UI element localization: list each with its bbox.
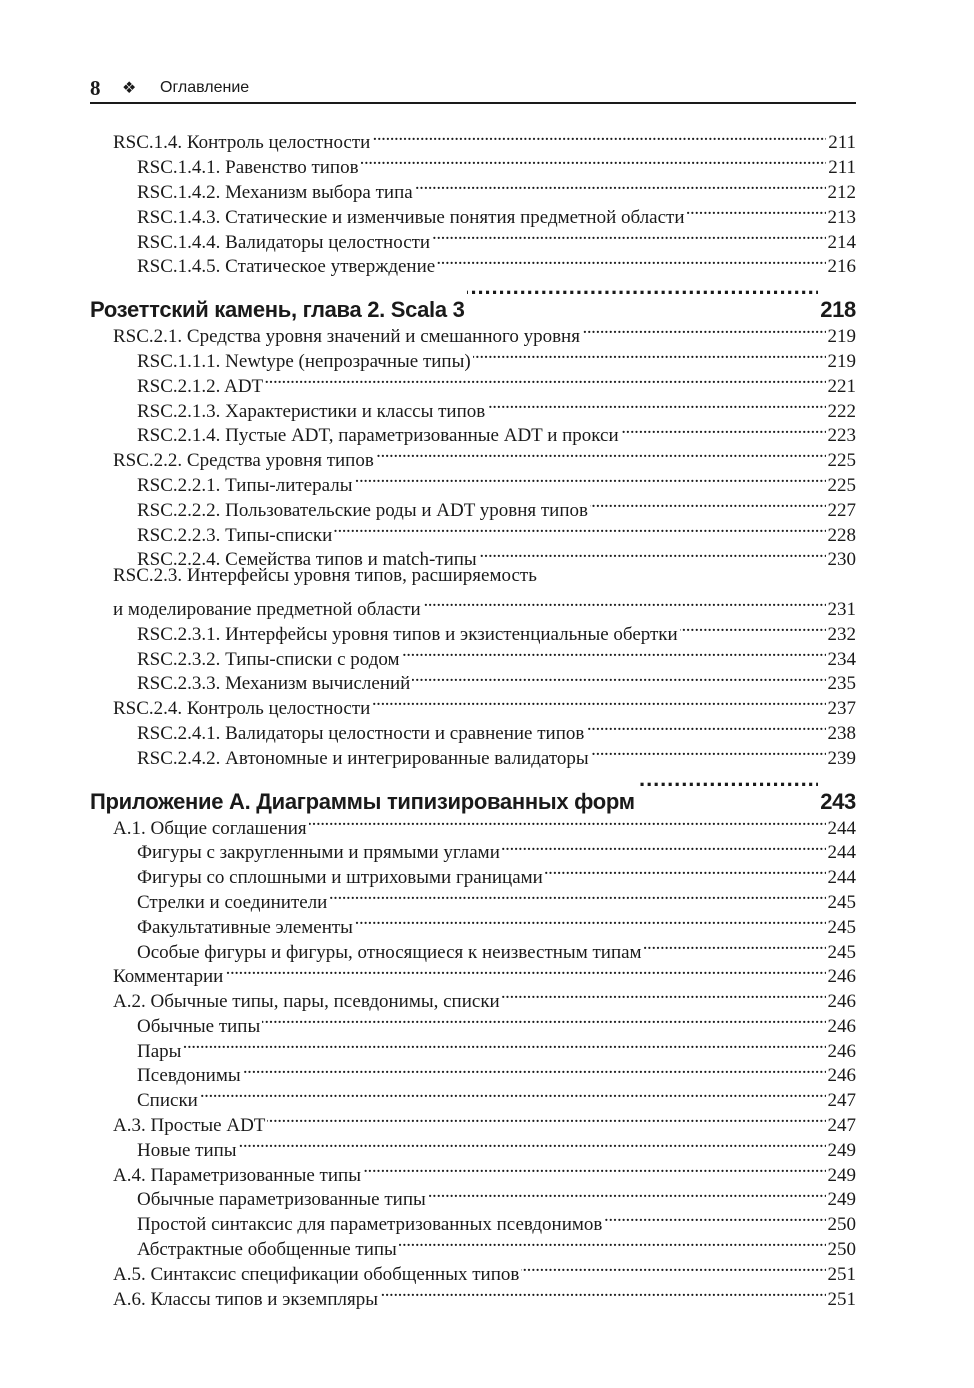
entry-page-number: 246: [827, 991, 856, 1013]
entry-title: и моделирование предметной области: [113, 598, 421, 620]
entry-title: RSC.1.4.3. Статические и изменчивые понятия предметной области: [137, 206, 685, 228]
dot-leader: [521, 1255, 825, 1280]
entry-title: RSC.2.2. Средства уровня типов: [113, 450, 374, 472]
entry-title: RSC.2.4. Контроль целостности: [113, 698, 371, 720]
dot-leader: [479, 541, 826, 566]
entry-title: RSC.1.4.2. Механизм выбора типа: [137, 181, 413, 203]
entry-title: RSC.1.1.1. Newtype (непрозрачные типы): [137, 350, 471, 372]
entry-page-number: 251: [827, 1263, 856, 1285]
dot-leader: [487, 392, 825, 417]
dot-leader: [428, 1181, 826, 1206]
entry-title: RSC.2.1.2. ADT: [137, 375, 264, 397]
dot-leader: [402, 640, 826, 665]
entry-title: RSC.2.3.3. Механизм вычислений: [137, 673, 411, 695]
dot-leader: [372, 124, 826, 149]
entry-page-number: 247: [827, 1115, 856, 1137]
entry-page-number: 219: [827, 350, 856, 372]
entry-page-number: 232: [827, 623, 856, 645]
entry-title: Факультативные элементы: [137, 916, 353, 938]
entry-page-number: 250: [827, 1214, 856, 1236]
dot-leader: [225, 958, 825, 983]
dot-leader: [363, 1156, 826, 1181]
dot-leader: [239, 1131, 826, 1156]
dot-leader: [680, 615, 826, 640]
ornament-icon: ❖: [122, 78, 137, 97]
entry-page-number: 247: [827, 1090, 856, 1112]
entry-page-number: 244: [827, 867, 856, 889]
entry-page-number: 216: [827, 256, 856, 278]
entry-page-number: 235: [827, 673, 856, 695]
dot-leader: [376, 441, 826, 466]
entry-page-number: 246: [827, 966, 856, 988]
entry-page-number: 227: [827, 499, 856, 521]
entry-title: Розеттский камень, глава 2. Scala 3: [90, 297, 465, 323]
entry-page-number: 218: [820, 297, 856, 323]
dot-leader: [415, 173, 826, 198]
entry-title: RSC.2.1. Средства уровня значений и смешанного уровня: [113, 326, 580, 348]
entry-title: RSC.2.3.1. Интерфейсы уровня типов и экзистенциальные обертки: [137, 623, 678, 645]
entry-page-number: 213: [827, 206, 856, 228]
entry-title: Новые типы: [137, 1139, 237, 1161]
entry-page-number: 249: [827, 1189, 856, 1211]
entry-page-number: 219: [827, 326, 856, 348]
entry-title: RSC.1.4.5. Статическое утверждение: [137, 256, 436, 278]
entry-page-number: 251: [827, 1288, 856, 1310]
entry-title: Псевдонимы: [137, 1065, 241, 1087]
toc-entry[interactable]: [90, 124, 856, 154]
dot-leader: [399, 1230, 826, 1255]
running-header: [90, 76, 856, 104]
entry-title: RSC.2.3.2. Типы-списки с родом: [137, 648, 400, 670]
dot-leader: [637, 766, 818, 809]
entry-page-number: 225: [827, 450, 856, 472]
dot-leader: [423, 590, 826, 615]
dot-leader: [467, 274, 819, 317]
entry-page-number: 223: [827, 425, 856, 447]
dot-leader: [361, 148, 827, 173]
dot-leader: [582, 317, 826, 342]
entry-page-number: 237: [827, 698, 856, 720]
entry-title: Списки: [137, 1090, 198, 1112]
entry-page-number: 225: [827, 474, 856, 496]
entry-page-number: 249: [827, 1139, 856, 1161]
toc-chapter[interactable]: [90, 272, 856, 323]
entry-page-number: 222: [827, 400, 856, 422]
entry-title: А.2. Обычные типы, пары, псевдонимы, списки: [113, 991, 500, 1013]
entry-page-number: 228: [827, 524, 856, 546]
entry-title: Обычные параметризованные типы: [137, 1189, 426, 1211]
dot-leader: [621, 417, 826, 442]
toc-entry[interactable]: [90, 1081, 856, 1112]
entry-title: RSC.1.4.4. Валидаторы целостности: [137, 231, 431, 253]
dot-leader: [243, 1057, 826, 1082]
entry-title: Обычные типы: [137, 1015, 261, 1037]
dot-leader: [262, 1007, 825, 1032]
dot-leader: [473, 342, 826, 367]
dot-leader: [380, 1280, 826, 1305]
dot-leader: [604, 1205, 825, 1230]
entry-title: А.3. Простые ADT: [113, 1115, 266, 1137]
entry-title: А.5. Синтаксис спецификации обобщенных типов: [113, 1263, 520, 1285]
entry-page-number: 234: [827, 648, 856, 670]
entry-page-number: 250: [827, 1239, 856, 1261]
entry-page-number: 239: [827, 747, 856, 769]
dot-leader: [354, 466, 825, 491]
entry-page-number: 221: [827, 375, 856, 397]
entry-title: Приложение А. Диаграммы типизированных форм: [90, 788, 635, 814]
running-title: Оглавление: [160, 79, 250, 96]
entry-page-number: 238: [827, 722, 856, 744]
entry-title: А.1. Общие соглашения: [113, 817, 307, 839]
dot-leader: [687, 198, 826, 223]
dot-leader: [437, 248, 825, 273]
entry-page-number: 245: [827, 891, 856, 913]
entry-title: Пары: [137, 1040, 182, 1062]
entry-title: Особые фигуры и фигуры, относящиеся к неизвестным типам: [137, 941, 642, 963]
entry-page-number: 211: [828, 132, 856, 154]
entry-title: Абстрактные обобщенные типы: [137, 1239, 397, 1261]
entry-title: RSC.1.4.1. Равенство типов: [137, 157, 359, 179]
dot-leader: [591, 739, 826, 764]
dot-leader: [355, 908, 826, 933]
dot-leader: [265, 367, 825, 392]
dot-leader: [329, 883, 825, 908]
toc-entry[interactable]: [90, 1106, 856, 1137]
dot-leader: [545, 858, 826, 883]
entry-title: RSC.2.3. Интерфейсы уровня типов, расширяемость: [113, 565, 537, 587]
page-number: 8: [90, 76, 101, 100]
entry-page-number: 214: [827, 231, 856, 253]
toc-entry[interactable]: [90, 590, 856, 620]
toc-entry[interactable]: [90, 1057, 856, 1087]
entry-title: Стрелки и соединители: [137, 891, 328, 913]
entry-title: RSC.2.2.1. Типы-литералы: [137, 474, 353, 496]
entry-page-number: 212: [827, 181, 856, 203]
dot-leader: [590, 491, 826, 516]
entry-title: RSC.2.4.1. Валидаторы целостности и сравнение типов: [137, 722, 585, 744]
dot-leader: [309, 809, 826, 834]
table-of-contents: [90, 124, 856, 1310]
entry-page-number: 243: [820, 788, 856, 814]
entry-page-number: 245: [827, 916, 856, 938]
dot-leader: [644, 933, 826, 958]
entry-title: Фигуры со сплошными и штриховыми границами: [137, 867, 543, 889]
entry-page-number: 230: [827, 549, 856, 571]
dot-leader: [267, 1106, 825, 1131]
entry-title: RSC.2.2.3. Типы-списки: [137, 524, 333, 546]
entry-page-number: 244: [827, 842, 856, 864]
entry-title: RSC.2.2.2. Пользовательские роды и ADT уровня типов: [137, 499, 588, 521]
toc-entry[interactable]: [90, 565, 856, 590]
entry-title: А.6. Классы типов и экземпляры: [113, 1288, 378, 1310]
dot-leader: [502, 982, 826, 1007]
entry-title: Простой синтаксис для параметризованных псевдонимов: [137, 1214, 603, 1236]
dot-leader: [412, 665, 825, 690]
entry-title: RSC.2.1.4. Пустые ADT, параметризованные ADT и прокси: [137, 425, 619, 447]
toc-entry[interactable]: [90, 1032, 856, 1062]
dot-leader: [334, 516, 825, 541]
entry-title: RSC.2.4.2. Автономные и интегрированные валидаторы: [137, 747, 589, 769]
entry-title: RSC.2.2.4. Семейства типов и match-типы: [137, 549, 477, 571]
entry-page-number: 245: [827, 941, 856, 963]
entry-title: RSC.2.1.3. Характеристики и классы типов: [137, 400, 486, 422]
entry-page-number: 249: [827, 1164, 856, 1186]
entry-title: RSC.1.4. Контроль целостности: [113, 132, 371, 154]
dot-leader: [372, 689, 825, 714]
dot-leader: [200, 1081, 826, 1106]
entry-page-number: 246: [827, 1040, 856, 1062]
dot-leader: [586, 714, 825, 739]
dot-leader: [432, 223, 825, 248]
entry-title: А.4. Параметризованные типы: [113, 1164, 361, 1186]
dot-leader: [502, 834, 826, 859]
entry-page-number: 231: [827, 598, 856, 620]
entry-page-number: 246: [827, 1065, 856, 1087]
toc-chapter[interactable]: [90, 764, 856, 814]
entry-page-number: 244: [827, 817, 856, 839]
entry-page-number: 211: [828, 157, 856, 179]
entry-title: Фигуры с закругленными и прямыми углами: [137, 842, 500, 864]
entry-title: Комментарии: [113, 966, 224, 988]
entry-page-number: 246: [827, 1015, 856, 1037]
dot-leader: [183, 1032, 825, 1057]
